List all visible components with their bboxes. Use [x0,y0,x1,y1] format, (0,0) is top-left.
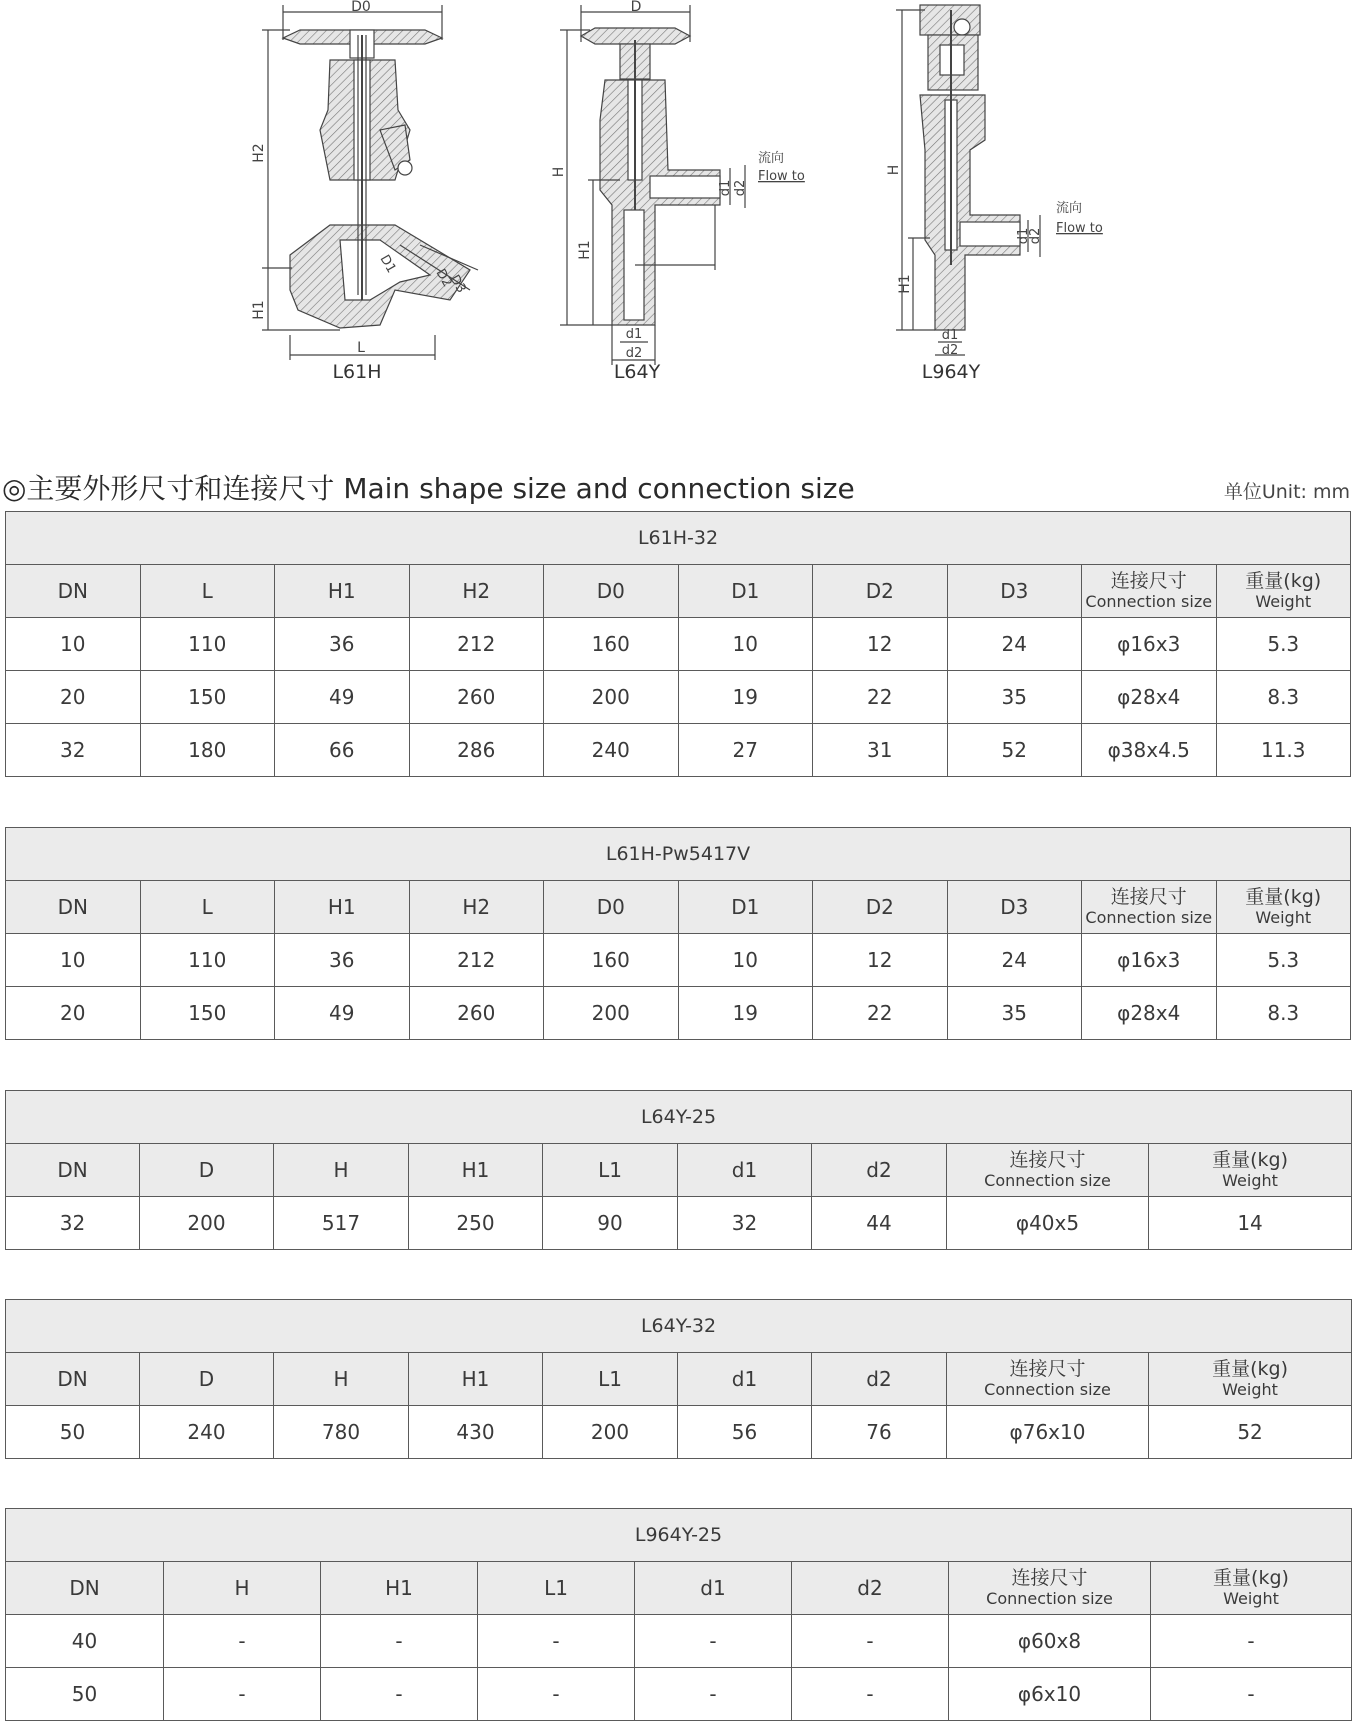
drawing-l61h [262,5,478,360]
table-cell: 49 [275,671,410,724]
table-cell: φ76x10 [947,1406,1149,1459]
table-cell: 22 [813,671,948,724]
dim-h1-l964y: H1 [897,274,913,294]
table-model: L64Y-25 [6,1091,1352,1144]
table-cell: 32 [6,724,141,777]
weight-zh: 重量(kg) [1213,1566,1289,1589]
connection-zh: 连接尺寸 [1009,1357,1086,1380]
table-cell: 22 [813,987,948,1040]
column-header-connection [949,1562,1151,1615]
column-header: H1 [321,1562,478,1615]
dim-flow-d1: d1 [718,179,733,197]
table-cell: 32 [6,1197,140,1250]
table-cell: 20 [6,987,141,1040]
drawing-label-l964y: L964Y [921,361,981,383]
dim-flow-d2: d2 [733,179,748,197]
table-cell: 8.3 [1216,671,1351,724]
dim-h1: H1 [251,300,267,320]
column-header: L1 [543,1144,678,1197]
table-cell: 240 [140,1406,274,1459]
table-cell: 10 [678,934,813,987]
drawing-l964y [896,5,1040,355]
dim-l: L [357,340,365,356]
table-cell: 10 [6,618,141,671]
spec-table-l64y-32 [5,1299,1352,1459]
flow-en: Flow to [758,169,805,184]
table-cell: 11.3 [1216,724,1351,777]
column-header: d1 [678,1353,812,1406]
table-cell: 212 [409,618,544,671]
table-cell: 56 [678,1406,812,1459]
column-header-connection [947,1144,1149,1197]
table-row [6,1615,1352,1668]
table-cell: - [635,1668,792,1721]
dim-h: H [551,166,567,178]
table-model: L61H-32 [6,512,1351,565]
weight-zh: 重量(kg) [1245,885,1322,908]
table-model: L64Y-32 [6,1300,1352,1353]
spec-table-l61h-32 [5,511,1351,777]
column-header: D [140,1353,274,1406]
connection-zh: 连接尺寸 [1110,885,1187,908]
drawing-label-l61h: L61H [332,361,382,383]
table-cell: 200 [140,1197,274,1250]
column-header: DN [6,1562,164,1615]
table-cell: 44 [812,1197,947,1250]
dim-h2: H2 [251,143,267,163]
table-row [6,671,1351,724]
column-header-connection [947,1353,1149,1406]
column-header: H [274,1144,409,1197]
column-header: L1 [543,1353,678,1406]
column-header: d1 [635,1562,792,1615]
dim-sd2-l964y: d2 [941,343,959,358]
table-cell: 430 [409,1406,543,1459]
connection-zh: 连接尺寸 [1110,569,1187,592]
table-header-row [6,1562,1352,1615]
column-header-connection [1082,565,1217,618]
weight-zh: 重量(kg) [1212,1148,1288,1171]
dim-d0: D0 [351,0,371,15]
table-cell: - [792,1668,949,1721]
table-row [6,1197,1352,1250]
table-cell: - [1151,1668,1352,1721]
column-header: D3 [947,881,1082,934]
flow-zh-l964y: 流向 [1056,201,1083,216]
column-header: D0 [544,565,679,618]
spec-table-l964y-25 [5,1508,1352,1721]
column-header: H1 [409,1144,543,1197]
column-header-connection [1082,881,1217,934]
connection-en: Connection size [986,1588,1113,1608]
table-cell: 180 [140,724,275,777]
table-cell: 20 [6,671,141,724]
column-header: D2 [813,881,948,934]
table-cell: 160 [544,618,679,671]
column-header: H2 [409,565,544,618]
table-cell: - [792,1615,949,1668]
table-cell: 200 [543,1406,678,1459]
table-cell: - [321,1615,478,1668]
column-header: H1 [409,1353,543,1406]
table-cell: φ38x4.5 [1082,724,1217,777]
table-header-row [6,881,1351,934]
table-cell: 36 [275,618,410,671]
column-header: D [140,1144,274,1197]
table-header-row [6,565,1351,618]
table-cell: 12 [813,618,948,671]
column-header: d1 [678,1144,812,1197]
section-heading [0,465,1352,505]
column-header-weight [1151,1562,1352,1615]
column-header: d2 [812,1144,947,1197]
dim-h1-l64y: H1 [577,240,593,260]
flow-en-l964y: Flow to [1056,221,1103,236]
dim-d3: D3 [446,272,469,296]
table-cell: 40 [6,1615,164,1668]
table-row [6,934,1351,987]
column-header-weight [1149,1353,1352,1406]
table-cell: - [164,1668,321,1721]
table-cell: 35 [947,671,1082,724]
table-cell: 780 [274,1406,409,1459]
weight-en: Weight [1222,1379,1278,1399]
dim-sd1: d1 [625,327,643,342]
table-model: L964Y-25 [6,1509,1352,1562]
weight-en: Weight [1222,1170,1278,1190]
table-cell: φ28x4 [1082,671,1217,724]
column-header-weight [1149,1144,1352,1197]
table-cell: φ6x10 [949,1668,1151,1721]
table-cell: 240 [544,724,679,777]
table-cell: φ28x4 [1082,987,1217,1040]
table-cell: 19 [678,671,813,724]
table-cell: 260 [409,987,544,1040]
weight-zh: 重量(kg) [1212,1357,1288,1380]
column-header: DN [6,1144,140,1197]
column-header: L [140,565,275,618]
table-cell: - [321,1668,478,1721]
dim-flow-d2-l964y: d2 [1028,227,1043,245]
dim-d2: D2 [432,266,455,290]
column-header: H1 [275,881,410,934]
table-cell: 5.3 [1216,934,1351,987]
table-cell: 200 [544,671,679,724]
table-cell: 14 [1149,1197,1352,1250]
column-header-weight [1216,881,1351,934]
table-cell: 32 [678,1197,812,1250]
table-cell: 27 [678,724,813,777]
table-cell: φ40x5 [947,1197,1149,1250]
table-cell: - [478,1615,635,1668]
column-header: d2 [812,1353,947,1406]
dim-sd1-l964y: d1 [941,328,959,343]
table-cell: - [164,1615,321,1668]
spec-table-l64y-25 [5,1090,1352,1250]
spec-table-l61h-pw5417v [5,827,1351,1040]
table-row [6,1668,1352,1721]
column-header: L1 [478,1562,635,1615]
connection-en: Connection size [984,1170,1111,1190]
table-cell: 10 [6,934,141,987]
connection-en: Connection size [984,1379,1111,1399]
dim-flow-d1-l964y: d1 [1016,227,1031,245]
connection-en: Connection size [1085,907,1213,927]
table-cell: 8.3 [1216,987,1351,1040]
weight-en: Weight [1255,591,1312,611]
column-header: D3 [947,565,1082,618]
table-cell: 200 [544,987,679,1040]
column-header: H1 [275,565,410,618]
weight-zh: 重量(kg) [1245,569,1322,592]
column-header: H [164,1562,321,1615]
dim-d1: D1 [376,252,399,276]
table-cell: - [478,1668,635,1721]
drawing-label-l64y: L64Y [613,361,661,383]
table-row [6,724,1351,777]
table-cell: 66 [275,724,410,777]
table-cell: 35 [947,987,1082,1040]
table-header-row [6,1144,1352,1197]
table-cell: 110 [140,934,275,987]
column-header: L [140,881,275,934]
dim-sd2: d2 [625,346,643,361]
table-cell: 49 [275,987,410,1040]
table-cell: 286 [409,724,544,777]
table-cell: 50 [6,1668,164,1721]
table-cell: 110 [140,618,275,671]
weight-en: Weight [1255,907,1312,927]
table-cell: 52 [1149,1406,1352,1459]
table-row [6,987,1351,1040]
table-cell: 250 [409,1197,543,1250]
table-cell: 12 [813,934,948,987]
column-header: DN [6,565,141,618]
column-header: H2 [409,881,544,934]
valve-drawings [0,0,1352,390]
table-cell: 76 [812,1406,947,1459]
column-header: DN [6,881,141,934]
column-header: D1 [678,565,813,618]
table-cell: 52 [947,724,1082,777]
weight-en: Weight [1223,1588,1279,1608]
column-header: H [274,1353,409,1406]
table-cell: 36 [275,934,410,987]
table-cell: φ16x3 [1082,934,1217,987]
column-header: D1 [678,881,813,934]
table-cell: 150 [140,987,275,1040]
table-cell: 5.3 [1216,618,1351,671]
table-cell: φ60x8 [949,1615,1151,1668]
table-cell: 50 [6,1406,140,1459]
table-cell: 150 [140,671,275,724]
table-row [6,618,1351,671]
dim-d: D [630,0,642,15]
column-header: D2 [813,565,948,618]
column-header: D0 [544,881,679,934]
table-cell: 10 [678,618,813,671]
column-header: d2 [792,1562,949,1615]
table-cell: - [1151,1615,1352,1668]
table-model: L61H-Pw5417V [6,828,1351,881]
table-row [6,1406,1352,1459]
table-header-row [6,1353,1352,1406]
table-cell: 31 [813,724,948,777]
flow-zh: 流向 [758,151,785,166]
table-cell: 24 [947,618,1082,671]
table-cell: 24 [947,934,1082,987]
connection-zh: 连接尺寸 [1011,1566,1088,1589]
unit-label: 单位Unit: mm [1223,481,1350,503]
table-cell: 517 [274,1197,409,1250]
table-cell: 90 [543,1197,678,1250]
table-cell: - [635,1615,792,1668]
table-cell: 19 [678,987,813,1040]
column-header-weight [1216,565,1351,618]
connection-en: Connection size [1085,591,1213,611]
connection-zh: 连接尺寸 [1009,1148,1086,1171]
column-header: DN [6,1353,140,1406]
table-cell: 160 [544,934,679,987]
table-cell: φ16x3 [1082,618,1217,671]
section-title: ◎主要外形尺寸和连接尺寸 Main shape size and connection size [2,472,855,505]
dim-h-l964y: H [886,164,902,176]
table-cell: 212 [409,934,544,987]
table-cell: 260 [409,671,544,724]
